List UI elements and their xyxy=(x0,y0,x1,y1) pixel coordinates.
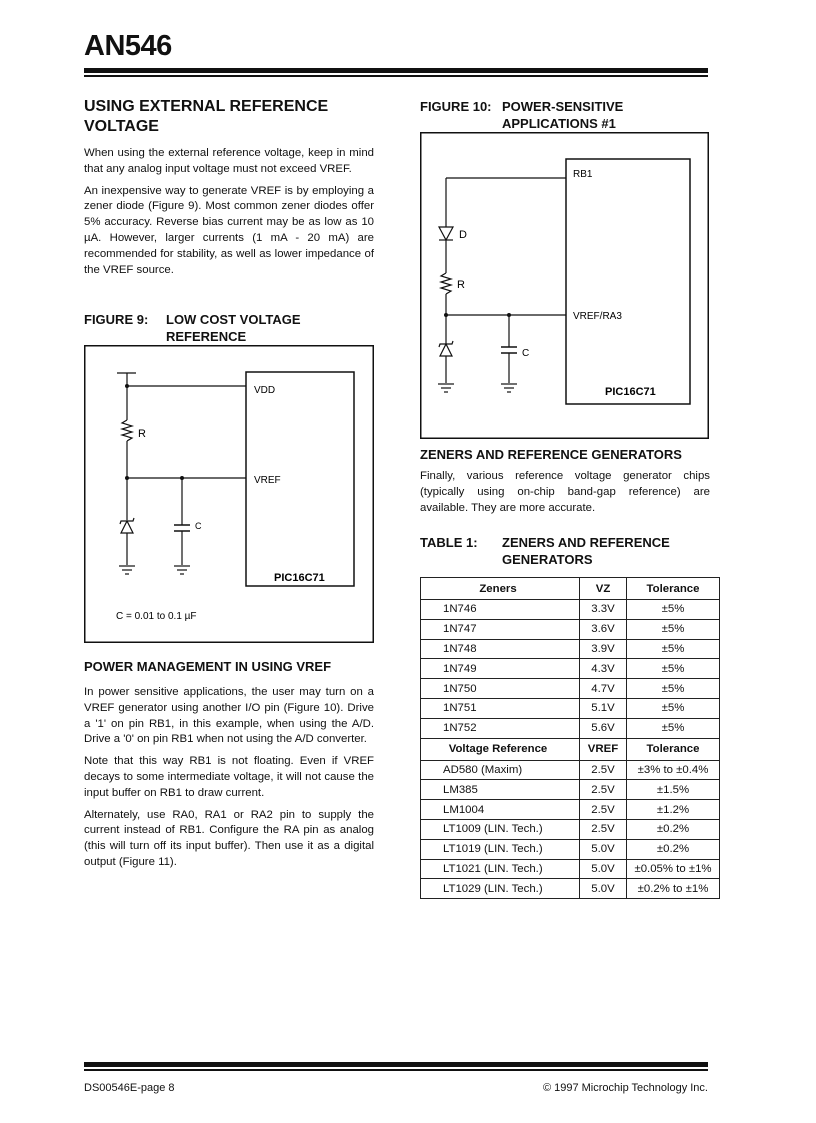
table-row: AD580 (Maxim) 2.5V ±3% to ±0.4% xyxy=(421,760,720,780)
table-row: LT1021 (LIN. Tech.) 5.0V ±0.05% to ±1% xyxy=(421,859,720,879)
table-header-row xyxy=(421,578,720,600)
pin-vdd-label: VDD xyxy=(254,385,276,396)
section-external-reference xyxy=(84,97,374,284)
header-rule xyxy=(84,68,708,73)
pin-vref-label: VREF xyxy=(254,475,281,486)
chip-label: PIC16C71 xyxy=(605,386,656,398)
figure-10-caption: FIGURE 10: POWER-SENSITIVE APPLICATIONS #1 xyxy=(420,99,624,131)
resistor-label: R xyxy=(457,279,465,291)
capacitor-label: C xyxy=(522,348,530,359)
paragraph: In power sensitive applications, the user may turn on a VREF generator using another I/O pin (Figure 10). Drive a '1' on pin RB1, in this example, when using the A/D. Drive a '0' on pin RB1 when not using the A/D converter. xyxy=(84,686,374,746)
table-1-caption: TABLE 1: ZENERS AND REFERENCE GENERATORS xyxy=(420,535,670,567)
figure-10-schematic xyxy=(420,132,710,440)
zener-diode-symbol xyxy=(440,344,452,356)
table-row: 1N747 3.6V ±5% xyxy=(421,619,720,639)
table-row: 1N749 4.3V ±5% xyxy=(421,659,720,679)
header-cell: Zeners xyxy=(421,578,580,600)
page-number: DS00546E-page 8 xyxy=(84,1082,175,1094)
section-power-management xyxy=(84,659,374,877)
paragraph: Note that this way RB1 is not floating. Even if VREF decays to some intermediate voltage, it will not cause the input buffer on RB1 to draw current. xyxy=(84,755,374,799)
chip-body xyxy=(566,159,690,404)
table-row: 1N748 3.9V ±5% xyxy=(421,639,720,659)
table-row: 1N751 5.1V ±5% xyxy=(421,698,720,718)
footer-rule-thin xyxy=(84,1069,708,1071)
header-cell: Voltage Reference xyxy=(421,738,580,760)
table-row: LM1004 2.5V ±1.2% xyxy=(421,800,720,820)
footer-rule xyxy=(84,1062,708,1067)
table-row: LT1029 (LIN. Tech.) 5.0V ±0.2% to ±1% xyxy=(421,879,720,899)
capacitor-label: C xyxy=(195,521,202,531)
diode-label: D xyxy=(459,229,467,241)
section-heading: USING EXTERNAL REFERENCE VOLTAGE xyxy=(84,98,329,135)
header-cell: VREF xyxy=(580,738,627,760)
table-row: LT1009 (LIN. Tech.) 2.5V ±0.2% xyxy=(421,819,720,839)
pin-rb1-label: RB1 xyxy=(573,169,593,180)
table-header-row xyxy=(421,738,720,760)
paragraph: Alternately, use RA0, RA1 or RA2 pin to supply the current instead of RB1. Configure the RA pin as analog (this will turn off its input buffer). Then use it as a digital output (Figure 11). xyxy=(84,808,374,868)
table-row: 1N746 3.3V ±5% xyxy=(421,600,720,620)
chip-label: PIC16C71 xyxy=(274,572,325,584)
table-row: 1N752 5.6V ±5% xyxy=(421,718,720,738)
capacitor-range-note: C = 0.01 to 0.1 µF xyxy=(116,611,197,622)
pin-vref-label: VREF/RA3 xyxy=(573,311,622,322)
document-code: AN546 xyxy=(84,30,172,62)
copyright: © 1997 Microchip Technology Inc. xyxy=(542,1082,708,1094)
section-heading: ZENERS AND REFERENCE GENERATORS xyxy=(420,447,682,462)
resistor-label: R xyxy=(138,428,146,440)
section-zeners xyxy=(420,447,710,522)
table-row: 1N750 4.7V ±5% xyxy=(421,679,720,699)
header-cell: Tolerance xyxy=(627,578,720,600)
paragraph: Finally, various reference voltage generator chips (typically using on-chip band-gap reference) are available. They are more accurate. xyxy=(420,470,710,514)
paragraph: When using the external reference voltage, keep in mind that any analog input voltage must not exceed VREF. xyxy=(84,147,374,175)
zener-diode-symbol xyxy=(121,521,133,533)
section-heading: POWER MANAGEMENT IN USING VREF xyxy=(84,659,332,674)
table-1 xyxy=(420,577,720,899)
header-cell: Tolerance xyxy=(627,738,720,760)
figure-9-schematic xyxy=(84,345,374,643)
resistor-symbol xyxy=(122,420,132,441)
header-rule-thin xyxy=(84,75,708,77)
zener-reference-table xyxy=(420,577,720,899)
header-cell: VZ xyxy=(580,578,627,600)
paragraph: An inexpensive way to generate VREF is by employing a zener diode (Figure 9). Most common zener diodes offer 5% accuracy. Reverse bias current may be as low as 10 µA. However, larger currents (1 mA - 20 mA) are recommended for stability, as well as lower impedance of the VREF source. xyxy=(84,184,374,276)
resistor-symbol xyxy=(441,273,451,294)
figure-9-caption: FIGURE 9: LOW COST VOLTAGE REFERENCE xyxy=(84,312,301,344)
table-row: LT1019 (LIN. Tech.) 5.0V ±0.2% xyxy=(421,839,720,859)
table-row: LM385 2.5V ±1.5% xyxy=(421,780,720,800)
diode-symbol xyxy=(439,227,453,240)
